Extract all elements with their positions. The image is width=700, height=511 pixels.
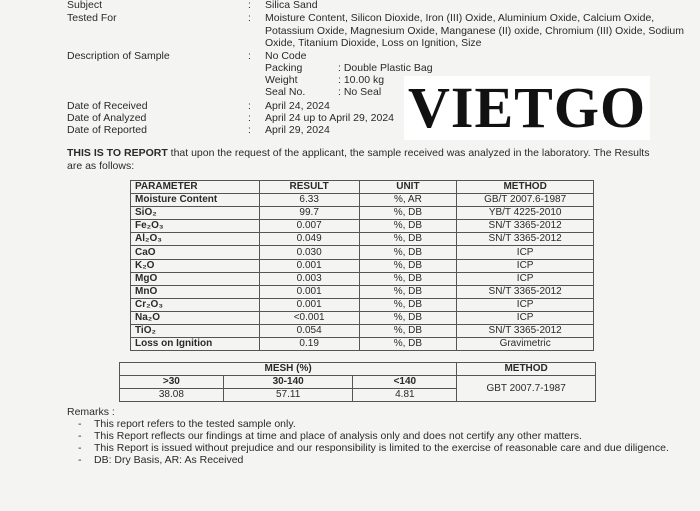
- seal-value: : No Seal: [338, 86, 382, 98]
- results-table-header: [131, 181, 594, 194]
- mesh-method-value: GBT 2007.7-1987: [457, 376, 596, 402]
- tested-for-value: Moisture Content, Silicon Dioxide, Iron (III) Oxide, Aluminium Oxide, Calcium Oxide, Potassium Oxide, Magnesium Oxide, Manganese (II) oxide, Chromium (III) Oxide, Sodium Oxide, Titanium Dioxide, Loss on Ignition, Size: [265, 12, 684, 49]
- method-cell: SN/T 3365-2012: [457, 220, 594, 233]
- unit-cell: %, DB: [359, 259, 457, 272]
- remark-item: - This Report is issued without prejudice and our responsibility is limited to the exercise of reasonable care and due diligence.: [78, 442, 669, 454]
- date-analyzed-label: Date of Analyzed: [67, 112, 147, 124]
- report-statement-bold: THIS IS TO REPORT: [67, 147, 168, 159]
- result-cell: 99.7: [259, 207, 359, 220]
- colon: :: [248, 112, 251, 124]
- table-row: [131, 325, 594, 338]
- method-header: METHOD: [457, 363, 596, 376]
- method-cell: SN/T 3365-2012: [457, 285, 594, 298]
- description-label: Description of Sample: [67, 50, 170, 62]
- result-cell: 0.19: [259, 338, 359, 351]
- method-cell: ICP: [457, 246, 594, 259]
- result-cell: <0.001: [259, 311, 359, 324]
- remarks-title: Remarks :: [67, 406, 115, 418]
- mesh-col-header: 30-140: [223, 376, 353, 389]
- parameter-cell: Moisture Content: [131, 194, 260, 207]
- mesh-col-header: >30: [120, 376, 224, 389]
- unit-cell: %, DB: [359, 298, 457, 311]
- colon: :: [248, 124, 251, 136]
- table-row: [131, 207, 594, 220]
- mesh-value: 38.08: [120, 389, 224, 402]
- column-header: PARAMETER: [131, 181, 260, 194]
- mesh-col-header: <140: [353, 376, 457, 389]
- parameter-cell: MgO: [131, 272, 260, 285]
- vietgo-watermark-logo: VIETGO: [404, 76, 650, 140]
- column-header: RESULT: [259, 181, 359, 194]
- results-table: [130, 180, 594, 351]
- seal-label: Seal No.: [265, 86, 306, 98]
- method-cell: Gravimetric: [457, 338, 594, 351]
- remarks-section: [67, 406, 684, 466]
- column-header: METHOD: [457, 181, 594, 194]
- result-cell: 0.007: [259, 220, 359, 233]
- result-cell: 0.001: [259, 259, 359, 272]
- colon: :: [248, 0, 251, 11]
- parameter-cell: K₂O: [131, 259, 260, 272]
- packing-value: : Double Plastic Bag: [338, 62, 433, 74]
- table-row: [131, 220, 594, 233]
- unit-cell: %, DB: [359, 325, 457, 338]
- remark-item: - This Report reflects our findings at time and place of analysis only and does not certify any other matters.: [78, 430, 582, 442]
- colon: :: [248, 100, 251, 112]
- weight-value: : 10.00 kg: [338, 74, 385, 86]
- method-cell: ICP: [457, 311, 594, 324]
- packing-label: Packing: [265, 62, 303, 74]
- parameter-cell: MnO: [131, 285, 260, 298]
- unit-cell: %, DB: [359, 220, 457, 233]
- mesh-value: 4.81: [353, 389, 457, 402]
- subject-value: Silica Sand: [265, 0, 318, 11]
- table-row: [131, 233, 594, 246]
- unit-cell: %, DB: [359, 338, 457, 351]
- column-header: UNIT: [359, 181, 457, 194]
- remark-item: - This report refers to the tested sample only.: [78, 418, 296, 430]
- parameter-cell: SiO₂: [131, 207, 260, 220]
- parameter-cell: Al₂O₃: [131, 233, 260, 246]
- table-row: [131, 285, 594, 298]
- table-row: [131, 298, 594, 311]
- result-cell: 6.33: [259, 194, 359, 207]
- mesh-value: 57.11: [223, 389, 353, 402]
- unit-cell: %, DB: [359, 285, 457, 298]
- unit-cell: %, DB: [359, 311, 457, 324]
- date-reported-value: April 29, 2024: [265, 124, 330, 136]
- result-cell: 0.030: [259, 246, 359, 259]
- result-cell: 0.049: [259, 233, 359, 246]
- table-row: [131, 338, 594, 351]
- date-received-value: April 24, 2024: [265, 100, 330, 112]
- parameter-cell: Cr₂O₃: [131, 298, 260, 311]
- weight-label: Weight: [265, 74, 298, 86]
- table-row: [131, 194, 594, 207]
- unit-cell: %, DB: [359, 207, 457, 220]
- table-row: [131, 259, 594, 272]
- mesh-table: [119, 362, 596, 402]
- colon: :: [248, 12, 251, 24]
- tested-for-label: Tested For: [67, 12, 117, 24]
- parameter-cell: TiO₂: [131, 325, 260, 338]
- parameter-cell: Loss on Ignition: [131, 338, 260, 351]
- method-cell: SN/T 3365-2012: [457, 325, 594, 338]
- table-row: [131, 272, 594, 285]
- result-cell: 0.054: [259, 325, 359, 338]
- parameter-cell: CaO: [131, 246, 260, 259]
- parameter-cell: Fe₂O₃: [131, 220, 260, 233]
- report-statement-text: that upon the request of the applicant, the sample received was analyzed in the laboratory. The Results are as follows:: [67, 147, 650, 172]
- unit-cell: %, DB: [359, 272, 457, 285]
- unit-cell: %, DB: [359, 233, 457, 246]
- date-analyzed-value: April 24 up to April 29, 2024: [265, 112, 395, 124]
- method-cell: ICP: [457, 272, 594, 285]
- method-cell: GB/T 2007.6-1987: [457, 194, 594, 207]
- result-cell: 0.003: [259, 272, 359, 285]
- table-row: [131, 311, 594, 324]
- date-received-label: Date of Received: [67, 100, 148, 112]
- report-statement: [67, 147, 667, 173]
- result-cell: 0.001: [259, 285, 359, 298]
- result-cell: 0.001: [259, 298, 359, 311]
- method-cell: SN/T 3365-2012: [457, 233, 594, 246]
- method-cell: ICP: [457, 298, 594, 311]
- subject-label: Subject: [67, 0, 103, 11]
- unit-cell: %, AR: [359, 194, 457, 207]
- mesh-header: MESH (%): [120, 363, 457, 376]
- remark-item: - DB: Dry Basis, AR: As Received: [78, 454, 244, 466]
- unit-cell: %, DB: [359, 246, 457, 259]
- table-row: [131, 246, 594, 259]
- description-value: No Code: [265, 50, 307, 62]
- colon: :: [248, 50, 251, 62]
- method-cell: YB/T 4225-2010: [457, 207, 594, 220]
- date-reported-label: Date of Reported: [67, 124, 147, 136]
- method-cell: ICP: [457, 259, 594, 272]
- parameter-cell: Na₂O: [131, 311, 260, 324]
